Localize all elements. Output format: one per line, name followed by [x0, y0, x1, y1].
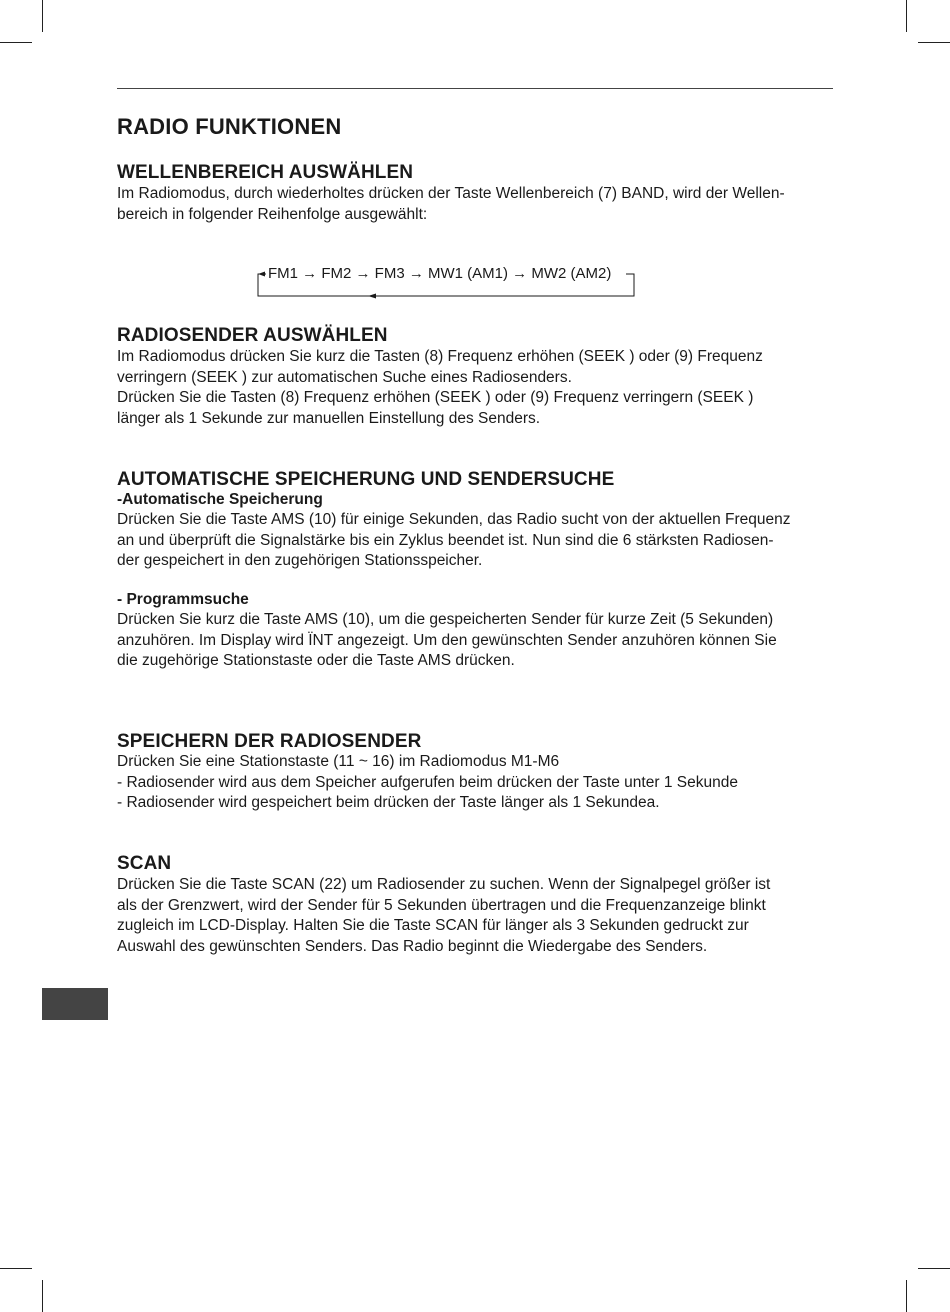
program-search-line: die zugehörige Stationstaste oder die Taste AMS drücken. [117, 652, 515, 669]
scan-text-line: Drücken Sie die Taste SCAN (22) um Radiosender zu suchen. Wenn der Signalpegel größer ist [117, 876, 771, 893]
loop-arrowhead-icon [258, 272, 265, 277]
crop-mark-bottom-left-vertical [42, 1280, 43, 1312]
scan-text-line: Auswahl des gewünschten Senders. Das Radio beginnt die Wiedergabe des Senders. [117, 937, 708, 955]
header-rule [117, 88, 833, 89]
scan-section-text [117, 875, 841, 957]
program-search-text [117, 610, 841, 672]
auto-store-line: Drücken Sie die Taste AMS (10) für einige Sekunden, das Radio sucht von der aktuellen Frequenz [117, 511, 791, 528]
band-sequence: FM1 → FM2 → FM3 → MW1 (AM1) → MW2 (AM2) [268, 265, 612, 282]
auto-store-line: der gespeichert in den zugehörigen Stationsspeicher. [117, 552, 483, 569]
crop-mark-top-right-vertical [906, 0, 907, 32]
store-section-heading: SPEICHERN DER RADIOSENDER [117, 731, 422, 752]
auto-store-line: an und überprüft die Signalstärke bis ein Zyklus beendet ist. Nun sind die 6 stärksten Radiosen- [117, 531, 774, 549]
scan-text-line: zugleich im LCD-Display. Halten Sie die Taste SCAN für länger als 3 Sekunden gedruckt zur [117, 917, 749, 934]
station-text-line: länger als 1 Sekunde zur manuellen Einstellung des Senders. [117, 409, 541, 427]
section-tab-marker [42, 988, 108, 1020]
station-text-line: Drücken Sie die Tasten (8) Frequenz erhöhen (SEEK ) oder (9) Frequenz verringern (SEEK ) [117, 389, 754, 406]
station-section-text [117, 347, 841, 429]
store-section-text [117, 752, 841, 814]
auto-section-heading: AUTOMATISCHE SPEICHERUNG UND SENDERSUCHE [117, 469, 615, 490]
auto-store-text [117, 510, 841, 572]
store-text-line: - Radiosender wird gespeichert beim drücken der Taste länger als 1 Sekundea. [117, 794, 660, 811]
band-section-heading: WELLENBEREICH AUSWÄHLEN [117, 162, 414, 183]
program-search-subheading: - Programmsuche [117, 591, 249, 608]
crop-mark-bottom-right-horizontal [918, 1268, 950, 1269]
band-text-line: Im Radiomodus, durch wiederholtes drücken der Taste Wellenbereich (7) BAND, wird der Wellen- [117, 185, 785, 202]
station-text-line: verringern (SEEK ) zur automatischen Suche eines Radiosenders. [117, 368, 572, 386]
crop-mark-bottom-right-vertical [906, 1280, 907, 1312]
return-arrowhead-icon [368, 294, 376, 299]
crop-mark-top-left-horizontal [0, 42, 32, 43]
station-text-line: Im Radiomodus drücken Sie kurz die Tasten (8) Frequenz erhöhen (SEEK ) oder (9) Frequenz [117, 348, 763, 365]
store-text-line: - Radiosender wird aus dem Speicher aufgerufen beim drücken der Taste unter 1 Sekunde [117, 773, 738, 791]
page-title: RADIO FUNKTIONEN [117, 114, 342, 139]
program-search-line: anzuhören. Im Display wird ÏNT angezeigt. Um den gewünschten Sender anzuhören können Sie [117, 631, 777, 649]
crop-mark-bottom-left-horizontal [0, 1268, 32, 1269]
band-text-line: bereich in folgender Reihenfolge ausgewählt: [117, 205, 428, 223]
scan-section-heading: SCAN [117, 853, 172, 874]
band-section-text [117, 184, 841, 225]
crop-mark-top-left-vertical [42, 0, 43, 32]
station-section-heading: RADIOSENDER AUSWÄHLEN [117, 325, 388, 346]
store-text-line: Drücken Sie eine Stationstaste (11 ~ 16) im Radiomodus M1-M6 [117, 753, 560, 770]
crop-mark-top-right-horizontal [918, 42, 950, 43]
scan-text-line: als der Grenzwert, wird der Sender für 5 Sekunden übertragen und die Frequenzanzeige blinkt [117, 896, 766, 914]
auto-store-subheading: -Automatische Speicherung [117, 491, 323, 508]
program-search-line: Drücken Sie kurz die Taste AMS (10), um die gespeicherten Sender für kurze Zeit (5 Sekunden) [117, 611, 774, 628]
